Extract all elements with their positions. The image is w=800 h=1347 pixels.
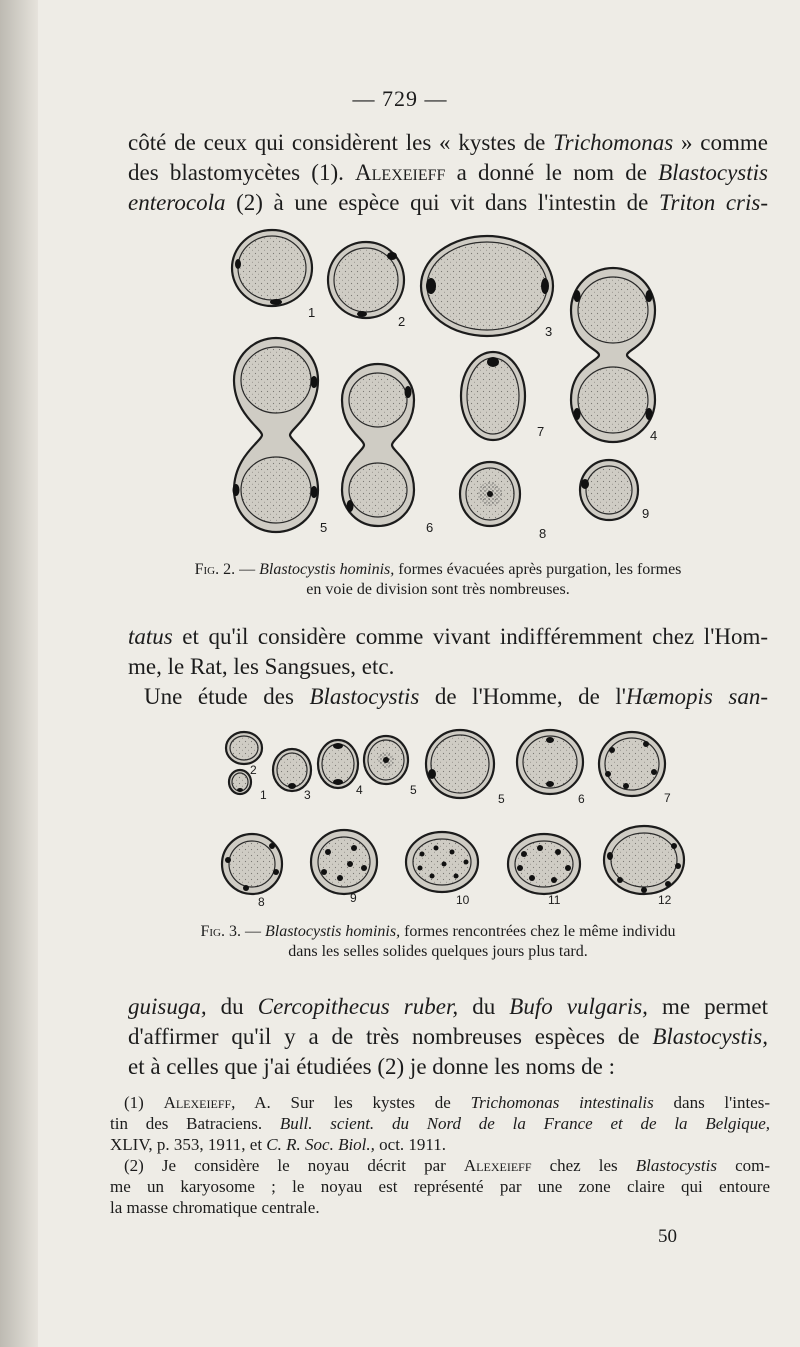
text-segment: C. R. Soc. Biol., [266, 1135, 375, 1154]
text-segment: me, le Rat, les Sangsues, etc. [128, 654, 395, 679]
footnotes [110, 1092, 770, 1218]
footnote-line [110, 1134, 770, 1155]
caption-species: Blastocystis hominis, [264, 923, 401, 940]
text-segment: Trichomonas intestinalis [470, 1093, 654, 1112]
figure-label: 6 [578, 792, 585, 806]
text-line [128, 652, 768, 682]
page-number: — 729 — [352, 86, 448, 111]
caption-text: en voie de division sont très nombreuses. [306, 581, 570, 598]
text-segment: Alexeieff, [163, 1093, 236, 1112]
footnote-line [110, 1197, 770, 1218]
paragraph-1 [128, 128, 768, 218]
footnote-line [110, 1092, 770, 1113]
figure-label: 1 [260, 788, 267, 802]
text-segment: de l'Homme, de l' [419, 684, 626, 709]
caption-text: formes rencontrées chez le même individu [400, 923, 676, 940]
text-segment: des blastomycètes (1). [128, 160, 356, 185]
figure-label: 4 [356, 783, 363, 797]
figure-label: 5 [410, 783, 417, 797]
figure-label: 4 [650, 428, 658, 443]
text-segment: Cercopithecus ruber, [257, 994, 459, 1019]
text-segment: me un karyosome ; le noyau est représenté par une zone claire qui entoure [110, 1177, 770, 1196]
cell-drawing [222, 834, 282, 894]
cell-drawing [604, 826, 684, 894]
figure-label: 9 [642, 506, 650, 521]
text-segment: du [458, 994, 510, 1019]
footnote-line [110, 1176, 770, 1197]
text-segment: dans l'intes- [653, 1093, 770, 1112]
text-segment: Trichomonas [553, 130, 674, 155]
figure-3-illustration [210, 722, 690, 912]
figure-label: 5 [320, 520, 328, 535]
text-segment: d'affirmer qu'il y a de très nombreuses espèces de [128, 1024, 653, 1049]
cell-drawing [318, 740, 358, 788]
dividing-cell-drawing [233, 338, 319, 532]
text-segment: Alexeieff [463, 1156, 532, 1175]
cell-drawing [273, 749, 311, 791]
caption-text: dans les selles solides quelques jours plus tard. [288, 943, 588, 960]
figure-label: 7 [537, 424, 545, 439]
text-segment: me permet [647, 994, 769, 1019]
text-segment: Alexeieff [355, 160, 446, 185]
binding-shadow [0, 0, 38, 1347]
footnote-line [110, 1155, 770, 1176]
cell-drawing [599, 732, 665, 796]
text-segment: et à celles que j'ai étudiées (2) je donne les noms de : [128, 1054, 615, 1079]
text-segment: com- [716, 1156, 770, 1175]
paragraph-2 [128, 622, 768, 712]
text-line [128, 1022, 768, 1052]
text-segment: enterocola [128, 190, 226, 215]
figure-label: 8 [539, 526, 547, 541]
figure-label: 7 [664, 791, 671, 805]
text-line [128, 682, 768, 712]
text-segment: Blastocystis [635, 1156, 717, 1175]
figure-2-illustration [200, 222, 680, 542]
text-segment: Hæmopis san- [625, 684, 768, 709]
text-segment: » comme [673, 130, 768, 155]
text-segment: a donné le nom de [445, 160, 659, 185]
cell-drawing [229, 770, 251, 794]
cell-drawing [328, 242, 404, 318]
figure-label: 1 [308, 305, 316, 320]
cell-drawing [232, 230, 312, 306]
text-segment: A. Sur les kystes de [235, 1093, 471, 1112]
figure-label: 3 [545, 324, 553, 339]
text-line [128, 128, 768, 158]
dividing-cell-drawing [571, 268, 658, 443]
cell-drawing [461, 352, 525, 440]
figure-3-caption [108, 922, 768, 962]
figure-label: 8 [258, 895, 265, 909]
figure-label: 2 [398, 314, 406, 329]
caption-prefix: Fig. 2. — [194, 561, 260, 578]
cell-drawing [406, 832, 478, 892]
signature-number: 50 [658, 1226, 677, 1247]
text-segment: oct. 1911. [374, 1135, 447, 1154]
figure-label: 12 [658, 893, 672, 907]
text-segment: Blastocystis, [652, 1024, 768, 1049]
cell-drawing [421, 236, 553, 336]
text-segment: (2) Je considère le noyau décrit par [124, 1156, 464, 1175]
figure-label: 6 [426, 520, 434, 535]
figure-label: 9 [350, 891, 357, 905]
cell-drawing [226, 732, 262, 764]
figure-label: 3 [304, 788, 311, 802]
text-segment: la masse chromatique centrale. [110, 1198, 320, 1217]
cell-drawing [311, 830, 377, 894]
figure-label: 2 [250, 763, 257, 777]
text-line [128, 158, 768, 188]
text-segment: Triton cris- [658, 190, 768, 215]
cell-drawing [364, 736, 408, 784]
text-line [128, 622, 768, 652]
text-segment: tatus [128, 624, 173, 649]
cell-drawing [426, 730, 494, 798]
cell-drawing [508, 834, 580, 894]
text-line [128, 188, 768, 218]
text-segment: (1) [124, 1093, 164, 1112]
text-segment: guisuga, [128, 994, 207, 1019]
figure-label: 5 [498, 792, 505, 806]
text-segment: Blastocystis [658, 160, 768, 185]
text-line [128, 992, 768, 1022]
footnote-line [110, 1113, 770, 1134]
caption-text: formes évacuées après purgation, les formes [394, 561, 682, 578]
text-segment: et qu'il considère comme vivant indifféremment chez l'Hom- [172, 624, 768, 649]
caption-prefix: Fig. 3. — [200, 923, 265, 940]
cell-drawing [517, 730, 583, 794]
figure-label: 11 [548, 893, 561, 907]
text-segment: tin des Batraciens. [110, 1114, 280, 1133]
figure-2-caption [108, 560, 768, 600]
text-segment: Une étude des [144, 684, 310, 709]
text-line [128, 1052, 768, 1082]
text-segment: (2) à une espèce qui vit dans l'intestin de [225, 190, 659, 215]
text-segment: Blastocystis [309, 684, 420, 709]
caption-species: Blastocystis hominis, [259, 561, 395, 578]
text-segment: côté de ceux qui considèrent les « kystes de [128, 130, 554, 155]
cell-drawing [580, 460, 638, 520]
dividing-cell-drawing [342, 364, 414, 526]
cell-drawing [460, 462, 520, 526]
text-segment: du [206, 994, 258, 1019]
text-segment: Bull. scient. du Nord de la France et de la Belgique, [279, 1114, 771, 1133]
figure-label: 10 [456, 893, 470, 907]
text-segment: Bufo vulgaris, [509, 994, 648, 1019]
text-segment: chez les [531, 1156, 636, 1175]
paragraph-3 [128, 992, 768, 1082]
text-segment: XLIV, p. 353, 1911, et [110, 1135, 267, 1154]
